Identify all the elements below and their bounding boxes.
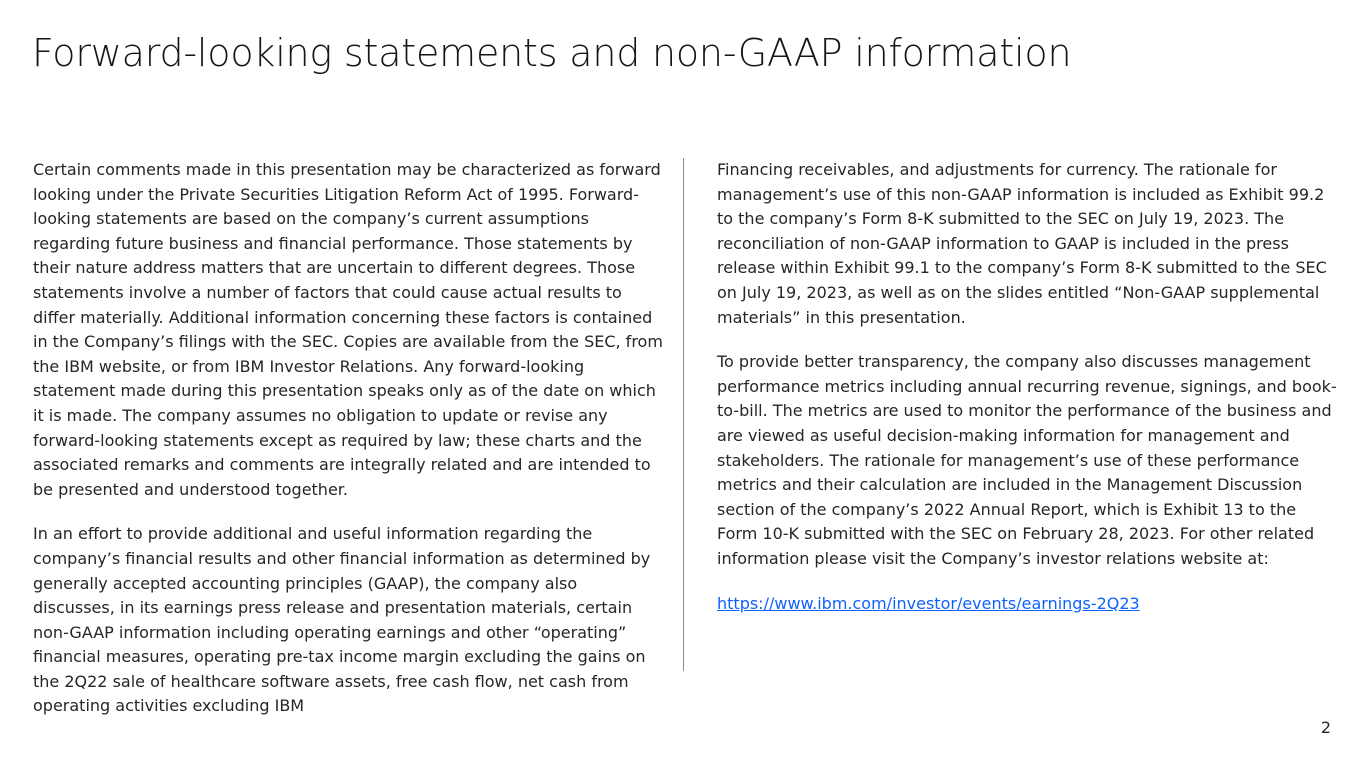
non-gaap-continued-paragraph: Financing receivables, and adjustments for currency. The rationale for management’s use of this non-GAAP information is included as Exhibit 99.2 to the company’s Form 8-K submitted to the SEC on July 19, 2023. The reconciliation of non-GAAP information to GAAP is included in the press release within Exhibit 99.1 to the company’s Form 8-K submitted to the SEC on July 19, 2023, as well as on the slides entitled “Non-GAAP supplemental materials” in this presentation. [717, 160, 1327, 327]
forward-looking-paragraph: Certain comments made in this presentation may be characterized as forward looking under the Private Securities Litigation Reform Act of 1995. Forward-looking statements are based on the company’s current assumptions regarding future business and financial performance. Those statements by their nature address matters that are uncertain to different degrees. Those statements involve a number of factors that could cause actual results to differ materially. Additional information concerning these factors is contained in the Company’s filings with the SEC. Copies are available from the SEC, from the IBM website, or from IBM Investor Relations. Any forward-looking statement made during this presentation speaks only as of the date on which it is made. The company assumes no obligation to update or revise any forward-looking statements except as required by law; these charts and the associated remarks and comments are integrally related and are intended to be presented and understood together. [33, 160, 663, 499]
right-column [717, 158, 1337, 636]
performance-metrics-paragraph: To provide better transparency, the company also discusses management performance metrics including annual recurring revenue, signings, and book-to-bill. The metrics are used to monitor the performance of the business and are viewed as useful decision-making information for management and stakeholders. The rationale for management’s use of these performance metrics and their calculation are included in the Management Discussion section of the company’s 2022 Annual Report, which is Exhibit 13 to the Form 10-K submitted with the SEC on February 28, 2023. For other related information please visit the Company’s investor relations website at: [717, 352, 1337, 568]
left-column [33, 158, 663, 739]
investor-relations-link[interactable]: https://www.ibm.com/investor/events/earnings-2Q23 [717, 593, 1140, 613]
slide-title: Forward-looking statements and non-GAAP information [32, 31, 1072, 75]
non-gaap-paragraph: In an effort to provide additional and useful information regarding the company’s financial results and other financial information as determined by generally accepted accounting principles (GAAP), the company also discusses, in its earnings press release and presentation materials, certain non-GAAP information including operating earnings and other “operating” financial measures, operating pre-tax income margin excluding the gains on the 2Q22 sale of healthcare software assets, free cash flow, net cash from operating activities excluding IBM [33, 524, 651, 716]
page-number: 2 [1320, 718, 1331, 737]
column-divider [683, 158, 684, 671]
